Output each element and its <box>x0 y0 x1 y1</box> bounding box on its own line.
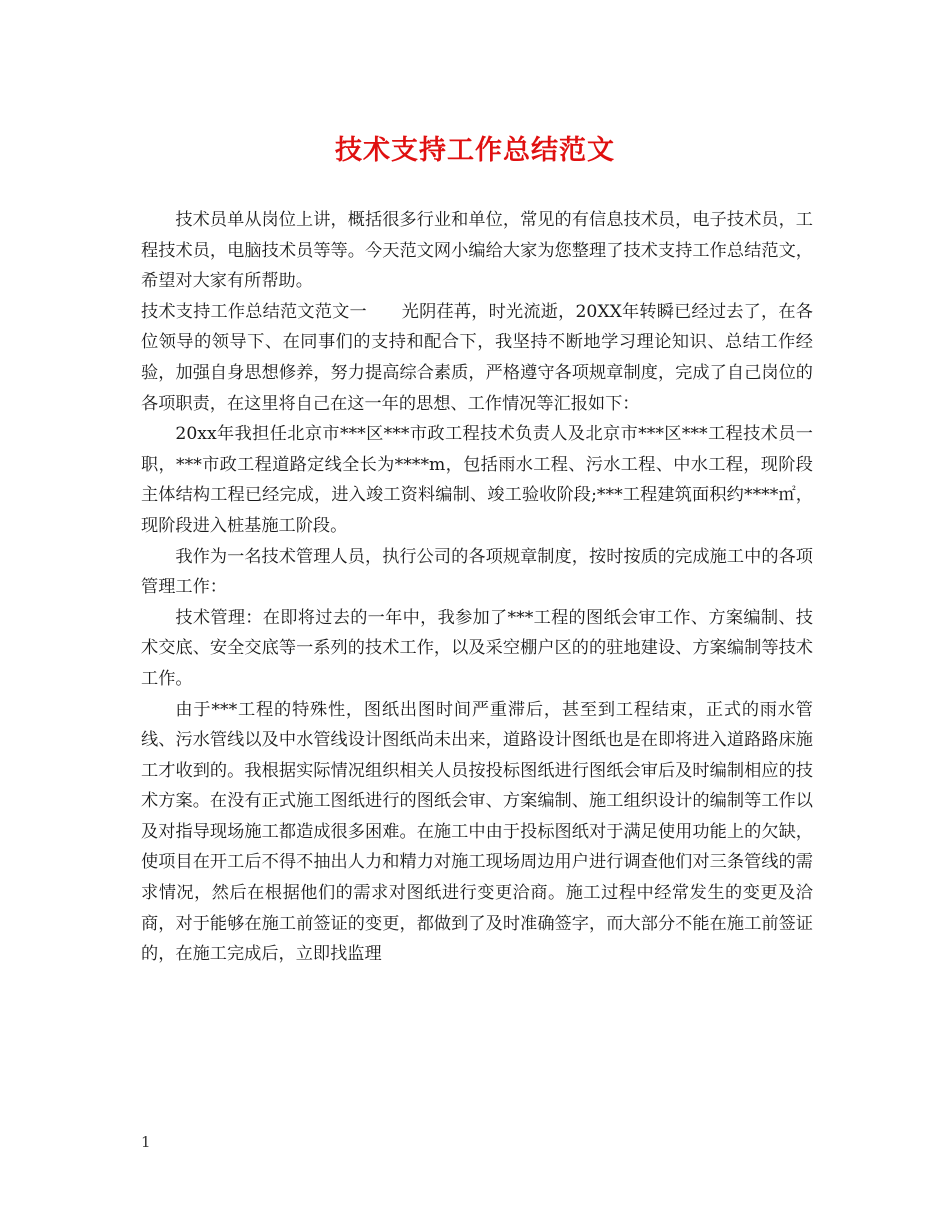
section-spacer <box>367 302 402 322</box>
paragraph-special-circumstances: 由于***工程的特殊性，图纸出图时间严重滞后，甚至到工程结束，正式的雨水管线、污水管线以及中水管线设计图纸尚未出来，道路设计图纸也是在即将进入道路路床施工才收到的。我根据实际情况组织相关人员按投标图纸进行图纸会审后及时编制相应的技术方案。在没有正式施工图纸进行的图纸会审、方案编制、施工组织设计的编制等工作以及对指导现场施工都造成很多困难。在施工中由于投标图纸对于满足使用功能上的欠缺，使项目在开工后不得不抽出人力和精力对施工现场周边用户进行调查他们对三条管线的需求情况，然后在根据他们的需求对图纸进行变更洽商。施工过程中经常发生的变更及洽商，对于能够在施工前签证的变更，都做到了及时准确签字，而大部分不能在施工前签证的，在施工完成后，立即找监理 <box>141 699 813 965</box>
page-number: 1 <box>141 1133 151 1151</box>
paragraph-intro: 技术员单从岗位上讲，概括很多行业和单位，常见的有信息技术员，电子技术员，工程技术员，电脑技术员等等。今天范文网小编给大家为您整理了技术支持工作总结范文，希望对大家有所帮助。 <box>141 210 813 292</box>
document-title: 技术支持工作总结范文 <box>335 135 615 166</box>
document-body <box>141 205 813 970</box>
paragraph-role: 我作为一名技术管理人员，执行公司的各项规章制度，按时按质的完成施工中的各项管理工作： <box>141 546 813 598</box>
paragraph-section-one-text: 光阴荏苒，时光流逝，20XX年转瞬已经过去了，在各位领导的领导下、在同事们的支持和配合下，我坚持不断地学习理论知识、总结工作经验，加强自身思想修养，努力提高综合素质，严格遵守各项规章制度，完成了自己岗位的各项职责，在这里将自己在这一年的思想、工作情况等汇报如下： <box>141 301 813 414</box>
section-heading: 技术支持工作总结范文范文一 <box>141 301 367 322</box>
paragraph-section-one <box>141 297 813 419</box>
paragraph-technical-management: 技术管理：在即将过去的一年中，我参加了***工程的图纸会审工作、方案编制、技术交底、安全交底等一系列的技术工作，以及采空棚户区的的驻地建设、方案编制等技术工作。 <box>141 607 813 689</box>
paragraph-project-overview: 20xx年我担任北京市***区***市政工程技术负责人及北京市***区***工程技术员一职，***市政工程道路定线全长为****m，包括雨水工程、污水工程、中水工程，现阶段主体结构工程已经完成，进入竣工资料编制、竣工验收阶段;***工程建筑面积约****㎡，现阶段进入桩基施工阶段。 <box>141 424 813 536</box>
